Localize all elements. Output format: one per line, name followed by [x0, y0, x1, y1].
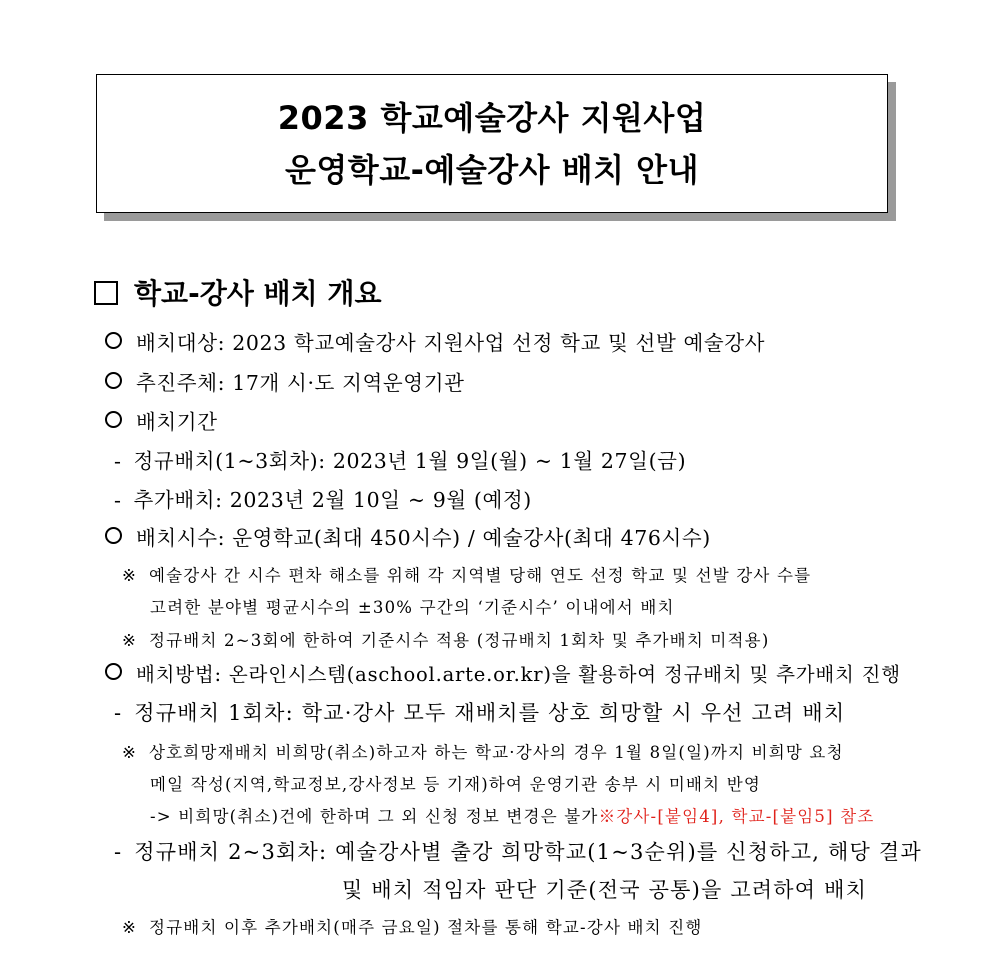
- item-method: [105, 659, 901, 687]
- item-regular-text: 정규배치(1~3회차): 2023년 1월 9일(월) ~ 1월 27일(금): [133, 449, 687, 473]
- item-hours: [105, 521, 711, 551]
- note-mutual-2-text: 메일 작성(지역,학교정보,강사정보 등 기재)하여 운영기관 송부 시 미배치 반영: [150, 775, 762, 794]
- item-operator: [105, 366, 465, 396]
- item-round23-text-1: 정규배치 2~3회차: 예술강사별 출강 희망학교(1~3순위)를 신청하고, 해당 결과: [134, 840, 922, 864]
- item-round23-text-2: 및 배치 적임자 판단 기준(전국 공통)을 고려하여 배치: [342, 878, 868, 902]
- item-regular: [114, 444, 686, 474]
- note-hours-2: [150, 594, 675, 618]
- note-mutual-1-text: 상호희망재배치 비희망(취소)하고자 하는 학교·강사의 경우 1월 8일(일)까지 비희망 요청: [149, 743, 844, 762]
- note-mutual-3-reference: ※강사-[붙임4], 학교-[붙임5] 참조: [598, 807, 875, 826]
- title-box: [96, 74, 888, 213]
- square-bullet-icon: [94, 281, 118, 305]
- circle-bullet-icon: [105, 332, 122, 349]
- reference-mark: ※: [122, 918, 138, 937]
- note-hours-1-text: 예술강사 간 시수 편차 해소를 위해 각 지역별 당해 연도 선정 학교 및 선발 강사 수를: [149, 566, 812, 585]
- note-mutual-3-text: -> 비희망(취소)건에 한하며 그 외 신청 정보 변경은 불가: [150, 807, 599, 826]
- item-round1: [114, 697, 845, 727]
- section-heading: [94, 272, 382, 312]
- note-standard: [122, 627, 769, 651]
- title-line-1: 2023 학교예술강사 지원사업: [277, 98, 707, 137]
- dash-mark: -: [114, 449, 122, 473]
- note-final: [122, 914, 703, 938]
- item-target-text: 배치대상: 2023 학교예술강사 지원사업 선정 학교 및 선발 예술강사: [136, 331, 766, 355]
- item-period: [105, 405, 218, 435]
- section-heading-text: 학교-강사 배치 개요: [134, 277, 382, 310]
- item-additional: [114, 483, 532, 513]
- note-mutual-3: [150, 803, 874, 827]
- item-round23-cont: [342, 874, 867, 904]
- note-hours-2-text: 고려한 분야별 평균시수의 ±30% 구간의 ‘기준시수’ 이내에서 배치: [150, 598, 675, 617]
- note-standard-text: 정규배치 2~3회에 한하여 기준시수 적용 (정규배치 1회차 및 추가배치 미적용): [149, 631, 770, 650]
- dash-mark: -: [114, 488, 122, 512]
- circle-bullet-icon: [105, 663, 122, 680]
- circle-bullet-icon: [105, 411, 122, 428]
- title-line-2: 운영학교-예술강사 배치 안내: [284, 150, 699, 189]
- circle-bullet-icon: [105, 372, 122, 389]
- note-mutual-2: [150, 771, 761, 795]
- item-operator-text: 추진주체: 17개 시·도 지역운영기관: [136, 371, 465, 395]
- circle-bullet-icon: [105, 527, 122, 544]
- item-additional-text: 추가배치: 2023년 2월 10일 ~ 9월 (예정): [133, 488, 532, 512]
- note-mutual-1: [122, 739, 844, 763]
- item-period-text: 배치기간: [136, 410, 218, 434]
- item-target: [105, 326, 765, 356]
- item-round1-text: 정규배치 1회차: 학교·강사 모두 재배치를 상호 희망할 시 우선 고려 배치: [134, 701, 846, 725]
- note-hours-1: [122, 562, 811, 586]
- dash-mark: -: [114, 840, 123, 864]
- item-method-text: 배치방법: 온라인시스템(aschool.arte.or.kr)을 활용하여 정규배치 및 추가배치 진행: [136, 663, 901, 686]
- reference-mark: ※: [122, 743, 138, 762]
- item-round23: [114, 836, 922, 866]
- dash-mark: -: [114, 701, 123, 725]
- note-final-text: 정규배치 이후 추가배치(매주 금요일) 절차를 통해 학교-강사 배치 진행: [149, 918, 703, 937]
- reference-mark: ※: [122, 631, 138, 650]
- reference-mark: ※: [122, 566, 138, 585]
- item-hours-text: 배치시수: 운영학교(최대 450시수) / 예술강사(최대 476시수): [136, 526, 711, 550]
